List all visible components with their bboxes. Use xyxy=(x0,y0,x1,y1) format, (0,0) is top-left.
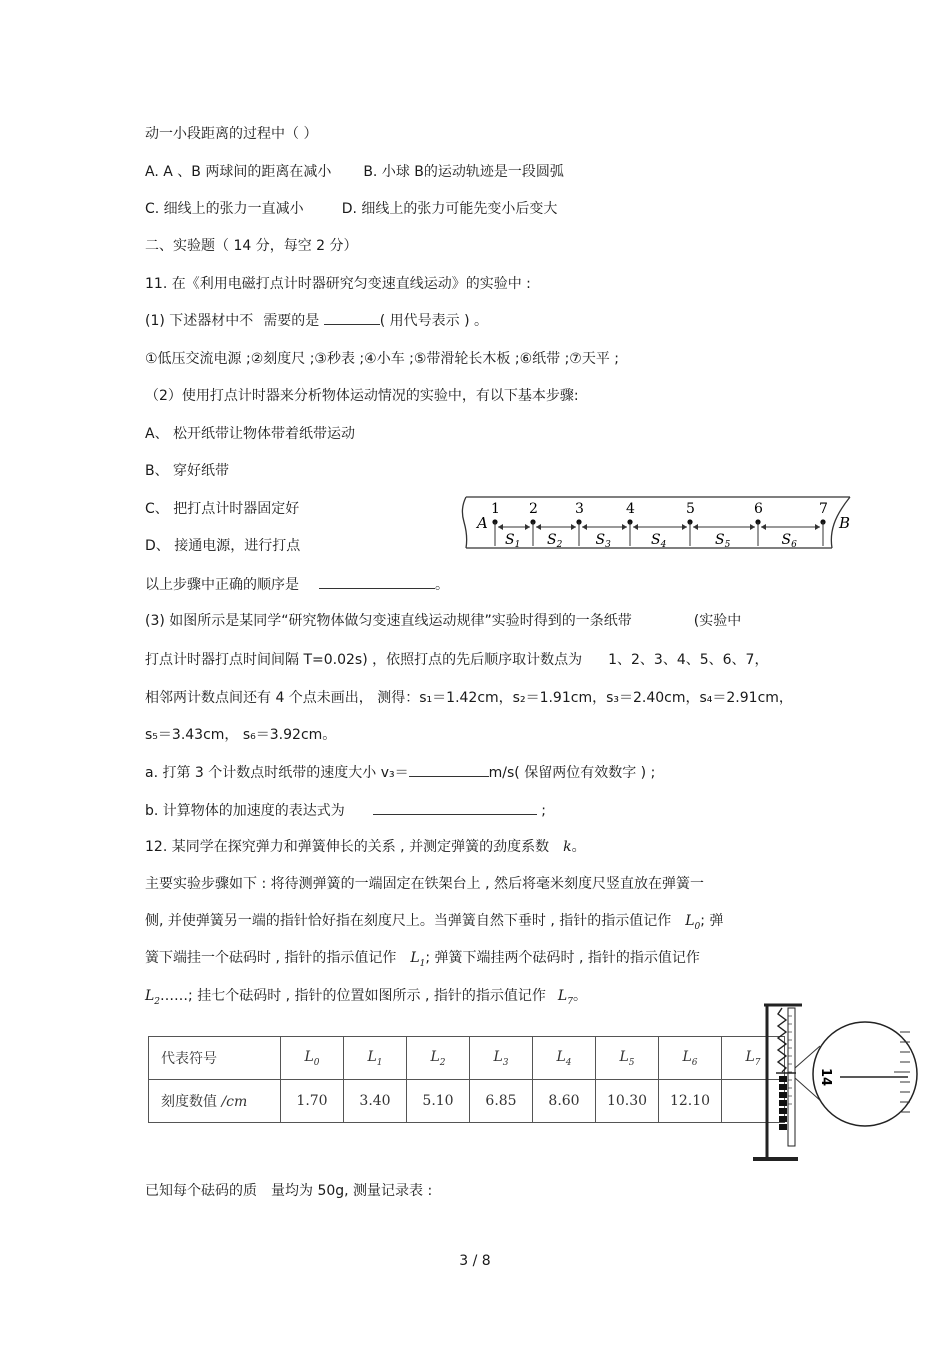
tape-segment-label: $S_6$ xyxy=(781,532,797,550)
table-header-row xyxy=(149,1037,785,1080)
tape-point-label: 2 xyxy=(529,501,538,517)
q12-footer-a: 已知每个砝码的质 xyxy=(145,1183,257,1199)
tape-arrowhead xyxy=(571,524,576,530)
q11-part3-line2 xyxy=(145,650,768,670)
q10-options-row1 xyxy=(145,162,564,182)
q11-step-b: B、 穿好纸带 xyxy=(145,463,230,479)
q11-part1-a: (1) 下述器材中不 xyxy=(145,313,254,329)
tape-arrowhead xyxy=(761,524,766,530)
q12-line2 xyxy=(145,911,723,937)
tape-arrowhead xyxy=(498,524,503,530)
q11-step-c: C、 把打点计时器固定好 xyxy=(145,501,300,517)
q10-option-a: A. A 、B 两球间的距离在减小 xyxy=(145,164,332,180)
q11-part1 xyxy=(145,310,488,331)
q11-order-end: 。 xyxy=(435,577,449,593)
q11-question-b-end: ; xyxy=(536,803,546,819)
q11-part3-line4: s₅＝3.43cm， s₆＝3.92cm。 xyxy=(145,727,337,743)
tape-point-label: 6 xyxy=(754,501,763,517)
tape-point-label: 7 xyxy=(819,501,828,517)
q12-line1: 主要实验步骤如下 : 将待测弹簧的一端固定在铁架台上 , 然后将毫米刻度尺竖直放在弹簧一 xyxy=(145,876,704,892)
q12-line4 xyxy=(145,986,587,1012)
table-value-cell: 1.70 xyxy=(281,1080,344,1123)
q11-materials: ①低压交流电源 ;②刻度尺 ;③秒表 ;④小车 ;⑤带滑轮长木板 ;⑥纸带 ;⑦天平 ; xyxy=(145,351,620,367)
q11-part3-line1 xyxy=(145,611,741,631)
q12-line4-end: 。 xyxy=(572,988,587,1004)
tape-segment-label: $S_2$ xyxy=(547,532,563,550)
q12-line3-text-b: ; 弹簧下端挂两个砝码时 , 指针的指示值记作 xyxy=(425,950,700,966)
q10-stem-end: 动一小段距离的过程中（ ） xyxy=(145,126,318,142)
q11-answer-blank-4[interactable] xyxy=(373,800,537,815)
q11-part3-line3: 相邻两计数点间还有 4 个点未画出， 测得：s₁＝1.42cm，s₂＝1.91cm，s₃＝2.40cm，s₄＝2.91cm， xyxy=(145,690,793,706)
tape-arrowhead xyxy=(693,524,698,530)
q11-part3-line2-b: 1、2、3、4、5、6、7， xyxy=(608,652,769,668)
q12-symbol-k: k xyxy=(563,839,572,855)
q12-line4-text: ……; 挂七个砝码时 , 指针的位置如图所示 , 指针的指示值记作 xyxy=(160,988,546,1004)
table-value-cell: 6.85 xyxy=(470,1080,533,1123)
table-value-cell: 5.10 xyxy=(407,1080,470,1123)
spring xyxy=(778,1008,786,1072)
tape-point-label: 5 xyxy=(686,501,695,517)
q10-option-d: D. 细线上的张力可能先变小后变大 xyxy=(341,201,558,217)
tape-point-label: 3 xyxy=(575,501,584,517)
tape-arrowhead xyxy=(682,524,687,530)
table-value-row xyxy=(149,1080,785,1123)
table-symbol-cell: $L_7$ xyxy=(722,1037,785,1080)
q11-part3-line1-a: (3) 如图所示是某同学“研究物体做匀变速直线运动规律”实验时得到的一条纸带 xyxy=(145,613,632,629)
q11-question-b-text: b. 计算物体的加速度的表达式为 xyxy=(145,803,345,819)
q12-title-end: 。 xyxy=(571,839,586,855)
q11-step-a: A、 松开纸带让物体带着纸带运动 xyxy=(145,426,356,442)
tape-arrowhead xyxy=(815,524,820,530)
tape-point-label: 1 xyxy=(491,501,500,517)
measurement-table xyxy=(148,1036,785,1123)
tape-point-label: 4 xyxy=(626,501,635,517)
tape-segment-label: $S_3$ xyxy=(595,532,611,550)
tape-arrowhead xyxy=(582,524,587,530)
tape-arrowhead xyxy=(525,524,530,530)
q12-title xyxy=(145,837,586,857)
q11-question-b xyxy=(145,800,546,821)
q12-footer xyxy=(145,1181,432,1201)
table-value-cell: 3.40 xyxy=(344,1080,407,1123)
q12-title-text: 12. 某同学在探究弹力和弹簧伸长的关系 , 并测定弹簧的劲度系数 xyxy=(145,839,550,855)
q10-options-row2 xyxy=(145,199,557,219)
table-value-cell: 12.10 xyxy=(659,1080,722,1123)
tape-arrowhead xyxy=(536,524,541,530)
weights xyxy=(779,1076,787,1130)
tape-segment-label: $S_4$ xyxy=(651,532,667,550)
table-symbol-cell: $L_0$ xyxy=(281,1037,344,1080)
q12-line2-text: 侧, 并使弹簧另一端的指针恰好指在刻度尺上。当弹簧自然下垂时 , 指针的指示值记作 xyxy=(145,913,672,929)
q11-answer-blank-3[interactable] xyxy=(409,762,489,777)
ruler-mark-label: 14 xyxy=(818,1068,833,1087)
q11-title: 11. 在《利用电磁打点计时器研究匀变速直线运动》的实验中 : xyxy=(145,276,531,292)
q11-answer-blank-1[interactable] xyxy=(324,310,380,325)
q12-symbol-l2: $L_2$ xyxy=(145,988,161,1007)
q12-line3-text-a: 簧下端挂一个砝码时 , 指针的指示值记作 xyxy=(145,950,397,966)
tape-label-a: A xyxy=(477,514,488,532)
q11-step-d: D、 接通电源，进行打点 xyxy=(145,538,301,554)
q12-footer-b: 量均为 50g, 测量记录表 : xyxy=(271,1183,433,1199)
q12-line2-end: ; 弹 xyxy=(700,913,724,929)
table-symbol-cell: $L_3$ xyxy=(470,1037,533,1080)
section-title: 二、实验题（ 14 分，每空 2 分） xyxy=(145,238,358,254)
q11-question-a xyxy=(145,762,655,783)
table-symbol-cell: $L_1$ xyxy=(344,1037,407,1080)
q11-part3-line2-a: 打点计时器打点时间间隔 T=0.02s) ，依照打点的先后顺序取计数点为 xyxy=(145,652,583,668)
q12-symbol-l7: $L_7$ xyxy=(557,988,573,1007)
q10-option-c: C. 细线上的张力一直减小 xyxy=(145,201,304,217)
q11-answer-blank-2[interactable] xyxy=(319,574,435,589)
q12-symbol-l0: $L_0$ xyxy=(685,913,701,932)
tape-segment-label: $S_5$ xyxy=(715,532,731,550)
tape-label-b: B xyxy=(839,514,851,532)
table-symbol-cell: $L_2$ xyxy=(407,1037,470,1080)
spring-stand-figure xyxy=(750,996,945,1166)
table-symbol-cell: $L_6$ xyxy=(659,1037,722,1080)
q11-order xyxy=(145,574,449,595)
tape-segment-label: $S_1$ xyxy=(505,532,521,550)
q12-line3 xyxy=(145,948,700,974)
q11-part3-line1-b: (实验中 xyxy=(693,613,742,629)
q11-order-label: 以上步骤中正确的顺序是 xyxy=(145,577,299,593)
table-value-cell: 10.30 xyxy=(596,1080,659,1123)
q11-part1-c: ( 用代号表示 ) 。 xyxy=(379,313,489,329)
tape-arrowhead xyxy=(633,524,638,530)
table-row-label: 刻度数值 /cm xyxy=(149,1080,281,1123)
page-number: 3 / 8 xyxy=(459,1253,491,1269)
ruler xyxy=(788,1008,795,1146)
q12-symbol-l1: $L_1$ xyxy=(410,950,426,969)
tape-arrowhead xyxy=(622,524,627,530)
table-symbol-cell: $L_5$ xyxy=(596,1037,659,1080)
q10-option-b: B. 小球 B的运动轨迹是一段圆弧 xyxy=(363,164,564,180)
tape-arrowhead xyxy=(750,524,755,530)
table-header-label: 代表符号 xyxy=(149,1037,281,1080)
table-value-cell: 8.60 xyxy=(533,1080,596,1123)
table-symbol-cell: $L_4$ xyxy=(533,1037,596,1080)
q11-question-a-end: m/s( 保留两位有效数字 ) ; xyxy=(488,765,656,781)
q11-part2: （2）使用打点计时器来分析物体运动情况的实验中，有以下基本步骤: xyxy=(145,388,579,404)
paper-tape-figure xyxy=(460,494,855,554)
q11-question-a-text: a. 打第 3 个计数点时纸带的速度大小 v₃＝ xyxy=(145,765,409,781)
q11-part1-b: 需要的是 xyxy=(263,313,320,329)
